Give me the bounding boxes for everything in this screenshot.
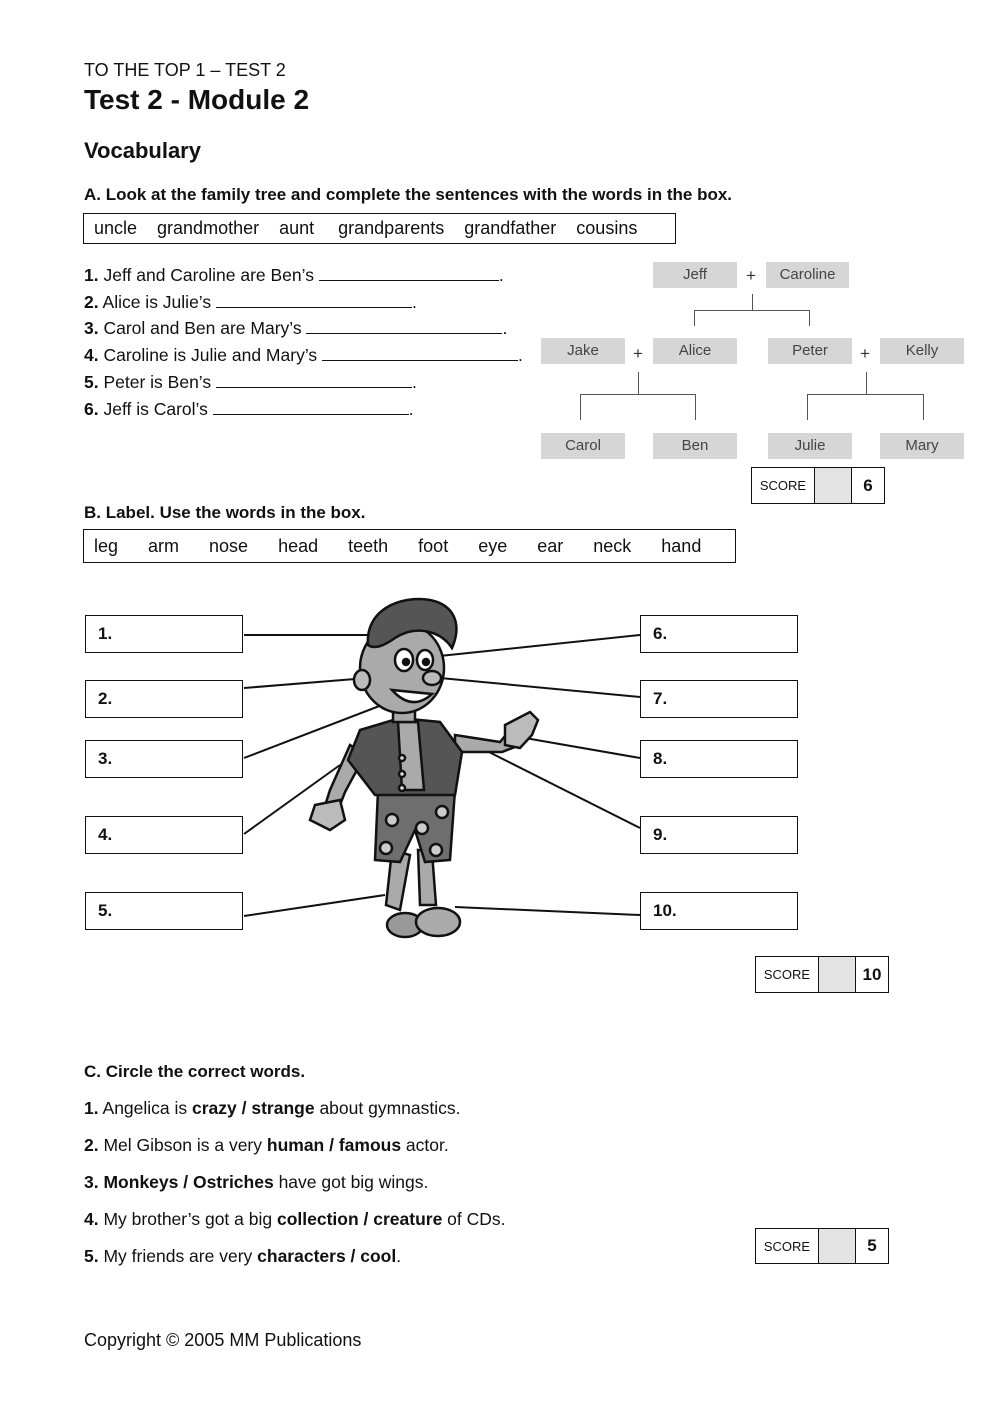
- page-title: Test 2 - Module 2: [84, 84, 310, 115]
- score-box-c: [755, 1228, 889, 1264]
- label-box-4[interactable]: 4.: [85, 816, 243, 854]
- score-entry[interactable]: [815, 468, 852, 503]
- score-box-b: [755, 956, 889, 993]
- tree-node-kelly: Kelly: [880, 338, 964, 364]
- label-box-9[interactable]: 9.: [640, 816, 798, 854]
- tree-node-carol: Carol: [541, 433, 625, 459]
- part-a-heading: A. Look at the family tree and complete the sentences with the words in the box.: [84, 185, 733, 204]
- word: aunt: [279, 218, 315, 238]
- pointer-line: [244, 895, 385, 916]
- circle-item: 2. Mel Gibson is a very human / famous actor.: [84, 1135, 449, 1155]
- tree-node-ben: Ben: [653, 433, 737, 459]
- score-label: SCORE: [756, 957, 819, 992]
- circle-item: 1. Angelica is crazy / strange about gymnastics.: [84, 1098, 461, 1118]
- word: eye: [478, 535, 508, 556]
- score-value: 6: [863, 475, 873, 495]
- word-choice[interactable]: Monkeys / Ostriches: [103, 1172, 274, 1192]
- word: teeth: [348, 535, 389, 556]
- tree-node-alice: Alice: [653, 338, 737, 364]
- word-choice[interactable]: human / famous: [266, 1135, 402, 1155]
- word-choice[interactable]: collection / creature: [276, 1209, 443, 1229]
- series-title: TO THE TOP 1 – TEST 2: [84, 60, 286, 80]
- tree-node-jeff: Jeff: [653, 262, 737, 288]
- copyright: Copyright © 2005 MM Publications: [84, 1330, 362, 1350]
- word: cousins: [576, 218, 638, 238]
- sentence: 3. Carol and Ben are Mary’s .: [84, 318, 508, 338]
- label-box-1[interactable]: 1.: [85, 615, 243, 653]
- word: neck: [593, 535, 632, 556]
- circle-item: 5. My friends are very characters / cool.: [84, 1246, 402, 1266]
- pointer-line: [475, 745, 640, 828]
- word: arm: [148, 535, 180, 556]
- family-tree: [0, 0, 1000, 470]
- tree-node-mary: Mary: [880, 433, 964, 459]
- word: uncle: [94, 218, 138, 238]
- word: leg: [94, 535, 119, 556]
- label-box-2[interactable]: 2.: [85, 680, 243, 718]
- label-box-3[interactable]: 3.: [85, 740, 243, 778]
- pointer-line: [430, 635, 640, 657]
- score-value: 10: [862, 964, 882, 984]
- word-choice[interactable]: crazy / strange: [192, 1098, 315, 1118]
- tree-node-julie: Julie: [768, 433, 852, 459]
- sentence: 6. Jeff is Carol’s .: [84, 399, 414, 419]
- section-title: Vocabulary: [84, 138, 201, 163]
- tree-node-peter: Peter: [768, 338, 852, 364]
- word: ear: [537, 535, 564, 556]
- part-b-heading: B. Label. Use the words in the box.: [84, 503, 366, 522]
- word: grandparents: [338, 218, 445, 238]
- part-c-heading: C. Circle the correct words.: [84, 1062, 306, 1081]
- word: grandmother: [157, 218, 260, 238]
- pointer-line: [525, 738, 640, 758]
- label-box-5[interactable]: 5.: [85, 892, 243, 930]
- sentence: 5. Peter is Ben’s .: [84, 372, 417, 392]
- word: grandfather: [464, 218, 557, 238]
- label-box-10[interactable]: 10.: [640, 892, 798, 930]
- plus-sign: +: [633, 344, 643, 363]
- label-box-7[interactable]: 7.: [640, 680, 798, 718]
- score-value: 5: [867, 1236, 877, 1255]
- score-box-a: [751, 467, 885, 504]
- circle-item: 3. Monkeys / Ostriches have got big wings.: [84, 1172, 429, 1192]
- word: foot: [418, 535, 449, 556]
- part-b-word-box: [83, 529, 736, 563]
- sentence: 1. Jeff and Caroline are Ben’s .: [84, 265, 504, 285]
- pointer-line: [455, 907, 640, 915]
- score-label: SCORE: [752, 468, 815, 503]
- word: head: [278, 535, 319, 556]
- plus-sign: +: [746, 266, 756, 285]
- tree-node-jake: Jake: [541, 338, 625, 364]
- pointer-line: [440, 678, 640, 697]
- label-box-8[interactable]: 8.: [640, 740, 798, 778]
- word: hand: [661, 535, 702, 556]
- sentence: 2. Alice is Julie’s .: [84, 292, 417, 312]
- score-label: SCORE: [756, 1229, 819, 1263]
- word: nose: [209, 535, 249, 556]
- circle-item: 4. My brother’s got a big collection / creature of CDs.: [84, 1209, 506, 1229]
- score-entry[interactable]: [819, 1229, 856, 1263]
- plus-sign: +: [860, 344, 870, 363]
- tree-node-caroline: Caroline: [766, 262, 849, 288]
- score-entry[interactable]: [819, 957, 856, 992]
- pointer-line: [244, 679, 355, 688]
- word-choice[interactable]: characters / cool: [257, 1246, 397, 1266]
- sentence: 4. Caroline is Julie and Mary’s .: [84, 345, 523, 365]
- label-box-6[interactable]: 6.: [640, 615, 798, 653]
